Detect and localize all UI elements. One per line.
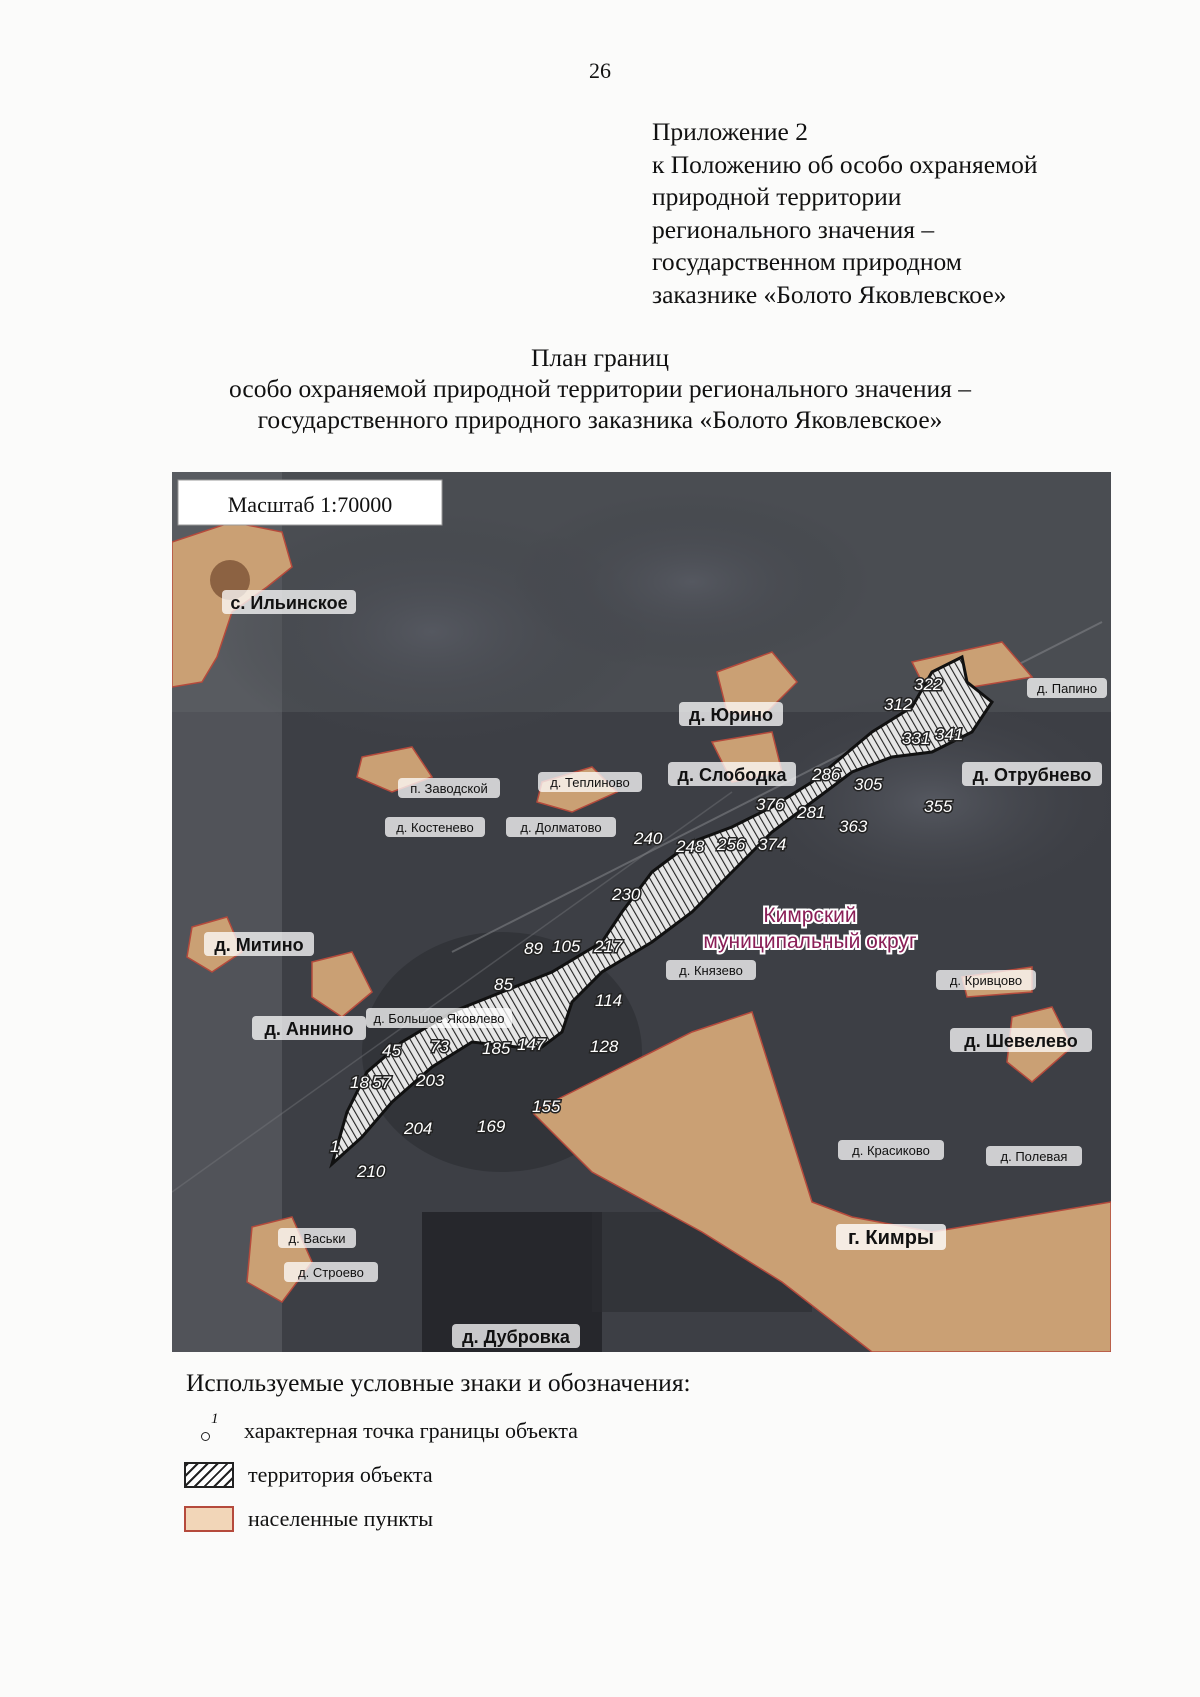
settlement-label: [284, 1262, 378, 1282]
boundary-point-label: 147: [517, 1035, 546, 1054]
appendix-line: Приложение 2: [652, 117, 808, 146]
settlement-name: д. Митино: [214, 935, 304, 955]
legend-item-boundary-point: [182, 1411, 578, 1448]
settlement-label: [204, 932, 314, 956]
settlement-name: д. Юрино: [689, 705, 773, 725]
settlement-name: д. Долматово: [520, 820, 602, 835]
appendix-line: к Положению об особо охраняемой: [652, 149, 1038, 179]
boundary-point-label: 376: [756, 795, 785, 814]
settlement-label: [838, 1140, 944, 1160]
settlement-label: [950, 1028, 1092, 1052]
boundary-point-label: 312: [884, 695, 913, 714]
district-label-line: муниципальный округ: [703, 930, 917, 953]
settlement-icon: [182, 1505, 236, 1533]
plan-title: [0, 342, 1200, 435]
boundary-point-label: 331: [902, 729, 931, 748]
legend-item-label: территория объекта: [248, 1462, 433, 1487]
district-label-line: Кимрский: [763, 904, 857, 927]
appendix-header: [652, 116, 1172, 311]
boundary-point-icon: [182, 1411, 232, 1445]
boundary-point-label: 281: [797, 803, 826, 822]
boundary-point-label: 203: [416, 1071, 445, 1090]
boundary-point-label: 114: [595, 991, 623, 1010]
boundary-point-label: 305: [854, 775, 883, 794]
settlement-label: [452, 1324, 580, 1348]
scale-label: Масштаб 1:70000: [227, 492, 393, 517]
settlement-label: [252, 1016, 366, 1040]
boundary-point-label: 89: [524, 939, 543, 958]
boundary-point-label: 85: [494, 975, 513, 994]
settlement-name: с. Ильинское: [230, 593, 348, 613]
appendix-line: государственном природном: [652, 247, 962, 276]
plan-title-line: государственного природного заказника «Болото Яковлевское»: [257, 405, 943, 434]
legend-item-label: населенные пункты: [248, 1506, 434, 1531]
boundary-map: [172, 472, 1111, 1352]
boundary-point-label: 322: [914, 675, 943, 694]
boundary-point-label: 105: [552, 937, 581, 956]
boundary-point-label: 169: [477, 1117, 506, 1136]
appendix-line: заказнике «Болото Яковлевское»: [652, 279, 1007, 309]
settlement-name: п. Заводской: [410, 781, 488, 796]
settlement-label: [962, 762, 1102, 786]
boundary-point-label: 341: [935, 725, 964, 744]
settlement-name: д. Полевая: [1000, 1149, 1068, 1164]
appendix-line: природной территории: [652, 182, 902, 211]
settlement-name: д. Васьки: [288, 1231, 346, 1246]
point-symbol-number: 1: [211, 1411, 219, 1427]
boundary-point-label: 155: [532, 1097, 561, 1116]
settlement-label: [1027, 678, 1107, 698]
legend-item-settlements: [182, 1502, 433, 1536]
settlement-name: д. Большое Яковлево: [373, 1011, 505, 1026]
settlement-name: г. Кимры: [847, 1227, 935, 1249]
boundary-point-label: 248: [676, 837, 705, 856]
settlement-name: д. Кривцово: [949, 973, 1023, 988]
boundary-point-label: 128: [590, 1037, 619, 1056]
settlement-name: д. Слободка: [677, 765, 787, 785]
boundary-point-label: 204: [404, 1119, 433, 1138]
settlement-label: [679, 702, 783, 726]
boundary-point-label: 256: [717, 835, 746, 854]
settlement-label: [506, 817, 616, 837]
appendix-line: регионального значения –: [652, 214, 935, 244]
legend-item-label: характерная точка границы объекта: [244, 1418, 578, 1443]
boundary-point-label: 363: [839, 817, 868, 836]
boundary-point-label: 374: [758, 835, 787, 854]
boundary-point-label: 217: [594, 937, 623, 956]
settlement-label: [538, 772, 642, 792]
plan-title-line: особо охраняемой природной территории регионального значения –: [229, 374, 971, 403]
boundary-point-label: 185: [482, 1039, 511, 1058]
settlement-name: д. Костенево: [396, 820, 474, 835]
settlement-name: д. Отрубнево: [972, 765, 1092, 785]
boundary-point-label: 210: [357, 1162, 386, 1181]
page-number: 26: [589, 58, 611, 83]
settlement-label: [222, 590, 356, 614]
settlement-name: д. Красиково: [852, 1143, 930, 1158]
settlement-label: [385, 817, 485, 837]
legend-title: Используемые условные знаки и обозначения:: [186, 1368, 691, 1397]
boundary-point-label: 355: [924, 797, 953, 816]
boundary-point-label: 57: [372, 1073, 391, 1092]
plan-title-line: План границ: [531, 343, 669, 372]
boundary-point-label: 1: [330, 1137, 340, 1156]
map-texture: [512, 492, 872, 672]
boundary-point-label: 240: [634, 829, 663, 848]
boundary-point-label: 45: [382, 1041, 401, 1060]
boundary-point-label: 18: [350, 1073, 369, 1092]
settlement-label: [836, 1224, 946, 1250]
hatch-icon: [182, 1461, 236, 1489]
settlement-label: [398, 778, 500, 798]
settlement-label: [986, 1146, 1082, 1166]
settlement-name: д. Строево: [298, 1265, 364, 1280]
boundary-point-label: 230: [612, 885, 641, 904]
boundary-point-label: 73: [430, 1037, 449, 1056]
settlement-name: д. Князево: [679, 963, 743, 978]
boundary-point-label: 286: [812, 765, 841, 784]
settlement-label: [666, 960, 756, 980]
settlement-name: д. Дубровка: [462, 1327, 570, 1347]
settlement-name: д. Шевелево: [964, 1031, 1078, 1051]
settlement-label: [668, 762, 796, 786]
settlement-name: д. Аннино: [264, 1019, 354, 1039]
settlement-label: [936, 970, 1036, 990]
settlement-name: д. Теплиново: [550, 775, 630, 790]
legend-item-territory: [182, 1458, 433, 1492]
settlement-label: [366, 1008, 512, 1028]
settlement-name: д. Папино: [1036, 681, 1098, 696]
settlement-label: [278, 1228, 356, 1248]
